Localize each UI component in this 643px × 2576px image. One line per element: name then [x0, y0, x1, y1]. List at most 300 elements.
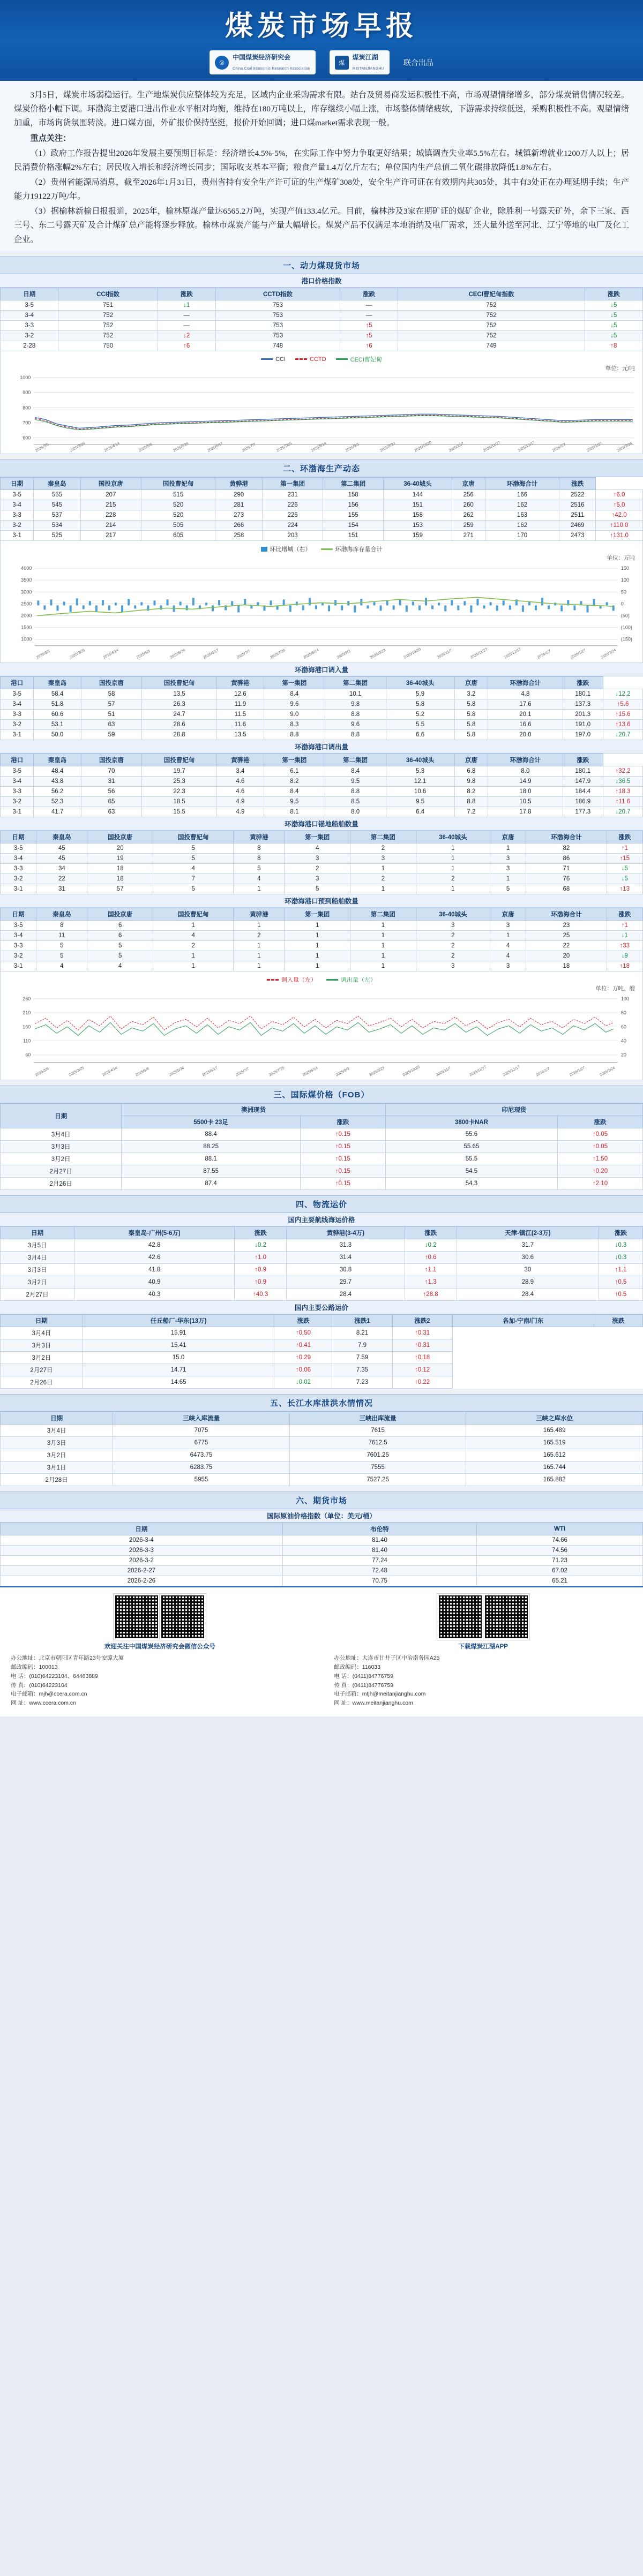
svg-text:100: 100	[620, 996, 629, 1002]
cell: 3-5	[1, 300, 58, 310]
footer-line: 邮政编码：116033	[334, 1664, 380, 1671]
section-1-title: 一、动力煤现货市场	[0, 257, 643, 274]
cell: 8.4	[325, 766, 386, 777]
svg-text:2025/9/23: 2025/9/23	[369, 1066, 385, 1078]
table-header-row	[1, 478, 643, 490]
svg-text:2025/7/7: 2025/7/7	[236, 650, 251, 660]
table-row	[1, 1289, 643, 1301]
cell: 30	[457, 1264, 599, 1276]
cell: 217	[80, 531, 141, 541]
cell: 18	[87, 864, 153, 874]
cell: 28.6	[142, 720, 216, 730]
th: 环渤海合计	[526, 908, 607, 921]
cell: 1	[350, 931, 416, 941]
th: 国投曹妃甸	[153, 908, 234, 921]
table-header-row	[1, 1412, 643, 1425]
cell: 1	[490, 874, 526, 884]
th: 36-40城头	[416, 908, 490, 921]
th: 国投京唐	[80, 478, 141, 490]
svg-text:2025/11/7: 2025/11/7	[435, 1066, 452, 1078]
th: 黄骅港	[216, 677, 264, 689]
th-ceci-chg: 涨跌	[585, 288, 642, 300]
cell: 8.2	[454, 787, 488, 797]
svg-text:60: 60	[25, 1052, 31, 1058]
cell: 4	[234, 874, 285, 884]
th: 秦皇岛	[34, 754, 81, 766]
th: 第二集团	[323, 478, 384, 490]
cell-change: ↓1	[607, 931, 642, 941]
cell: 751	[58, 300, 158, 310]
cell: 9.5	[325, 777, 386, 787]
cell: 753	[215, 330, 340, 341]
cell: 180.1	[563, 689, 603, 699]
th: 涨跌	[405, 1227, 457, 1239]
svg-text:150: 150	[620, 566, 629, 571]
cell: 3-2	[1, 797, 34, 807]
cell: 15.5	[142, 807, 216, 817]
cell-change: ↑0.05	[558, 1128, 643, 1141]
cell: 54.3	[385, 1178, 557, 1190]
cell: 273	[215, 510, 263, 521]
cell: 4	[36, 961, 87, 971]
qr-code-icon[interactable]	[114, 1594, 160, 1640]
cell-change: ↑0.22	[392, 1376, 452, 1389]
cell: 3月4日	[1, 1128, 122, 1141]
cell: 5	[87, 941, 153, 951]
cell: 74.66	[477, 1535, 643, 1546]
cell-change: ↑0.50	[274, 1327, 332, 1339]
svg-text:2025/5/28: 2025/5/28	[169, 649, 186, 660]
table-header-row	[1, 1315, 643, 1327]
keypoint-2: （2）贵州省能源局消息，截至2026年1月31日，贵州省持有安全生产许可证的生产煤矿308处，安全生产许可证在有效期内共305处，其中有3处正在办理延期手续；生产能力19122万吨/年。	[14, 178, 629, 201]
cell: 515	[141, 490, 215, 500]
cell: 54.5	[385, 1165, 557, 1178]
svg-text:2025/12/17: 2025/12/17	[502, 1065, 521, 1078]
footer-line: 电 话：(0411)84776759	[334, 1673, 393, 1679]
cell: 8	[234, 854, 285, 864]
th: 第一集团	[285, 908, 350, 921]
cell-change: ↑0.5	[599, 1276, 642, 1289]
cell-change: ↑5.0	[596, 500, 643, 510]
cell: 2516	[559, 500, 596, 510]
cell: 28.9	[457, 1276, 599, 1289]
section-4-title: 四、物流运价	[0, 1195, 643, 1213]
cell-change: ↑0.06	[274, 1364, 332, 1376]
th: 日期	[1, 908, 36, 921]
cell-change: ↑15.6	[603, 710, 642, 720]
cell: 1	[490, 843, 526, 854]
cell: 3月4日	[1, 1327, 83, 1339]
cell: 3	[285, 874, 350, 884]
cell: 151	[384, 500, 452, 510]
cell: 3-5	[1, 490, 34, 500]
cell: 4	[490, 951, 526, 961]
cell: 752	[398, 310, 585, 320]
table-row	[1, 961, 643, 971]
table-row	[1, 320, 643, 330]
cell: 8.0	[488, 766, 563, 777]
th: 京唐	[490, 831, 526, 843]
cell-change: ↑0.41	[274, 1339, 332, 1352]
cell: 1	[350, 951, 416, 961]
cell: 3	[285, 854, 350, 864]
cell: 14.65	[83, 1376, 274, 1389]
table-header-row	[1, 1227, 643, 1239]
cell: 3-5	[1, 921, 36, 931]
port-throughput-table	[0, 477, 643, 541]
footer-line: 办公地址：北京市朝阳区青年路23号安源大厦	[11, 1655, 124, 1662]
th: 第二集团	[325, 754, 386, 766]
cell-change: ↑0.9	[235, 1276, 287, 1289]
cell: 545	[34, 500, 81, 510]
cell: 1	[490, 931, 526, 941]
cell: 753	[215, 300, 340, 310]
cell: 7615	[289, 1425, 466, 1437]
cell: 81.40	[282, 1546, 476, 1556]
cell: 5.8	[386, 699, 454, 710]
cell: 8	[36, 921, 87, 931]
cell: 1	[416, 854, 490, 864]
svg-text:2026/2/24: 2026/2/24	[616, 441, 633, 453]
svg-text:2025/5/28: 2025/5/28	[173, 441, 190, 453]
cell-change: ↓20.7	[603, 807, 642, 817]
cell: 5.3	[386, 766, 454, 777]
chart2-legend	[4, 543, 639, 554]
table-row	[1, 1252, 643, 1264]
cell-change: ↓12.2	[603, 689, 642, 699]
cell: 11	[36, 931, 87, 941]
cell: 15.0	[83, 1352, 274, 1364]
cell-change: ↓5	[585, 300, 642, 310]
cell: 63	[81, 807, 142, 817]
cell-change: ↑33	[607, 941, 642, 951]
th-date: 日期	[1, 1104, 122, 1128]
cell: 9.8	[325, 699, 386, 710]
cell: 5	[234, 864, 285, 874]
page-title: 煤炭市场早报	[225, 11, 418, 42]
cell: 41.7	[34, 807, 81, 817]
cell: 26.3	[142, 699, 216, 710]
th: 黄骅港	[234, 908, 285, 921]
section-6-sub: 国际原油价格指数（单位：美元/桶）	[0, 1509, 643, 1523]
cell: 29.7	[287, 1276, 405, 1289]
cell: 5	[490, 884, 526, 894]
legend-label: CECI曹妃甸	[350, 356, 382, 363]
cell-change: ↑0.12	[392, 1364, 452, 1376]
cell-change: ↑0.31	[392, 1339, 452, 1352]
cell: 28.8	[142, 730, 216, 740]
org1-name: 中国煤炭经济研究会	[233, 54, 291, 62]
cell: 3-1	[1, 730, 34, 740]
cell: 14.9	[488, 777, 563, 787]
keypoints-title: 重点关注：	[30, 133, 71, 143]
table-row	[1, 797, 643, 807]
cell: 3月1日	[1, 1462, 113, 1474]
table-row	[1, 1178, 643, 1190]
footer-right-info	[334, 1654, 632, 1708]
cell: 5.8	[454, 710, 488, 720]
cell: 520	[141, 510, 215, 521]
cell-change: ↓5	[585, 320, 642, 330]
cell: 158	[384, 510, 452, 521]
cell: 15.91	[83, 1327, 274, 1339]
cell: 7601.25	[289, 1449, 466, 1462]
th: 环渤海合计	[488, 677, 563, 689]
cell: 752	[398, 320, 585, 330]
cell: 3月2日	[1, 1276, 74, 1289]
th-ceci: CECI曹妃甸指数	[398, 288, 585, 300]
svg-text:2025/7/25: 2025/7/25	[270, 649, 287, 660]
cell-change: ↓2	[158, 330, 215, 341]
table-group-header-row	[1, 1104, 643, 1116]
svg-text:2025/9/23: 2025/9/23	[379, 441, 397, 453]
svg-text:2025/6/17: 2025/6/17	[207, 441, 224, 453]
table-row	[1, 1576, 643, 1586]
svg-text:20: 20	[620, 1052, 626, 1058]
section-2-sub5: 环渤海港口预到船舶数量	[0, 894, 643, 908]
cell: 18	[87, 874, 153, 884]
cell: 180.1	[563, 766, 603, 777]
cell: 752	[398, 300, 585, 310]
org-ccera	[210, 50, 316, 74]
th: 第一集团	[263, 478, 323, 490]
cell: 1	[416, 843, 490, 854]
cell: 753	[215, 320, 340, 330]
cell: 3	[490, 864, 526, 874]
cell: 22	[36, 874, 87, 884]
cell: 555	[34, 490, 81, 500]
svg-text:2025/10/20: 2025/10/20	[402, 1065, 421, 1078]
table-row	[1, 1449, 643, 1462]
price-index-chart	[0, 351, 643, 455]
th-date: 日期	[1, 288, 58, 300]
cell: 40.3	[74, 1289, 235, 1301]
table-row	[1, 1556, 643, 1566]
th: 三峡出库流量	[289, 1412, 466, 1425]
cell: 72.48	[282, 1566, 476, 1576]
cell: 28.4	[287, 1289, 405, 1301]
cell: 155	[323, 510, 384, 521]
cell: 19	[87, 854, 153, 864]
cell-change: ↑0.31	[392, 1327, 452, 1339]
svg-text:2000: 2000	[21, 613, 32, 619]
table-row	[1, 310, 643, 320]
qr-code-icon[interactable]	[437, 1594, 483, 1640]
th: 36-40城头	[386, 677, 454, 689]
svg-text:2026/2/24: 2026/2/24	[599, 1066, 616, 1078]
cell: 51.8	[34, 699, 81, 710]
cell: 191.0	[563, 720, 603, 730]
cell: 153	[384, 521, 452, 531]
svg-text:2025/6/17: 2025/6/17	[201, 1066, 219, 1078]
footer-line: 办公地址：大连市甘井子区中冶南务园A25	[334, 1655, 440, 1662]
cell: 752	[58, 310, 158, 320]
cell: 147.9	[563, 777, 603, 787]
cell: 260	[452, 500, 485, 510]
table-row	[1, 941, 643, 951]
cell: 9.8	[454, 777, 488, 787]
cell: 2469	[559, 521, 596, 531]
cell: 2	[416, 941, 490, 951]
cell: 1	[350, 941, 416, 951]
cell-change: ↑0.20	[558, 1165, 643, 1178]
cell: 16.6	[488, 720, 563, 730]
svg-text:0: 0	[620, 601, 624, 607]
cell: 2	[285, 864, 350, 874]
cell: 3-3	[1, 941, 36, 951]
th: 任丘船厂-华东(13万)	[83, 1315, 274, 1327]
svg-text:2026/1/7: 2026/1/7	[535, 1067, 551, 1078]
cell: 290	[215, 490, 263, 500]
svg-text:2025/7/25: 2025/7/25	[268, 1066, 286, 1078]
cell: 2026-3-3	[1, 1546, 283, 1556]
cell-change: ↑1	[607, 843, 642, 854]
chart1-svg	[4, 372, 639, 453]
cell: 76	[526, 874, 607, 884]
table-header-row	[1, 677, 643, 689]
cell: 9.5	[386, 797, 454, 807]
th: 国投京唐	[87, 908, 153, 921]
cell-change: ↓5	[585, 330, 642, 341]
qr-code-icon[interactable]	[160, 1594, 206, 1640]
cell: 4.6	[216, 777, 264, 787]
chart3-unit: 单位：万吨、艘	[595, 985, 635, 992]
cell: 752	[398, 330, 585, 341]
table-row	[1, 1276, 643, 1289]
th: 京唐	[452, 478, 485, 490]
cell: 19.7	[142, 766, 216, 777]
cell: 3-5	[1, 766, 34, 777]
cell: 1	[285, 921, 350, 931]
th: 涨跌	[559, 478, 596, 490]
cell-change: ↑32.2	[603, 766, 642, 777]
svg-text:2025/3/25: 2025/3/25	[69, 649, 86, 660]
cell: 6.6	[386, 730, 454, 740]
cell: 4.8	[488, 689, 563, 699]
cell: 137.3	[563, 699, 603, 710]
table-row	[1, 1566, 643, 1576]
cell: 170	[485, 531, 559, 541]
cell: 3-3	[1, 787, 34, 797]
cell: 5.5	[386, 720, 454, 730]
sea-freight-table	[0, 1226, 643, 1301]
ccera-logo-icon: ◎	[215, 56, 229, 70]
cell: 3月5日	[1, 1239, 74, 1252]
road-freight-table	[0, 1314, 643, 1389]
svg-text:2025/5/8: 2025/5/8	[134, 1067, 150, 1078]
th: 国投曹妃甸	[153, 831, 234, 843]
cell-change: ↑0.15	[300, 1165, 385, 1178]
cell: 7527.25	[289, 1474, 466, 1486]
cell: 3	[416, 961, 490, 971]
chart3-legend	[4, 974, 639, 984]
cell: 8.2	[264, 777, 325, 787]
cell: 88.4	[122, 1128, 301, 1141]
cell-change: —	[340, 310, 398, 320]
cell: 5955	[113, 1474, 290, 1486]
cell: 8.4	[264, 787, 325, 797]
cell: 2026-2-26	[1, 1576, 283, 1586]
inout-volume-chart	[0, 971, 643, 1080]
qr-row-left	[11, 1594, 309, 1640]
cell: 12.6	[216, 689, 264, 699]
cell: 71.23	[477, 1556, 643, 1566]
publisher-row	[0, 50, 643, 74]
cell: 30.6	[457, 1252, 599, 1264]
cell: 18.0	[488, 787, 563, 797]
th: 日期	[1, 478, 34, 490]
svg-text:2025/8/14: 2025/8/14	[302, 1066, 319, 1078]
cell-change: ↓9	[607, 951, 642, 961]
cell: 2月27日	[1, 1289, 74, 1301]
table-row	[1, 1546, 643, 1556]
cell-change: ↓5	[585, 310, 642, 320]
th: 布伦特	[282, 1523, 476, 1535]
cell: 17.6	[488, 699, 563, 710]
th: 黄骅港(3-4万)	[287, 1227, 405, 1239]
cell: 186.9	[563, 797, 603, 807]
cell: 8.0	[325, 807, 386, 817]
th: 第一集团	[285, 831, 350, 843]
th: 国投京唐	[81, 677, 142, 689]
port-outflow-table	[0, 754, 643, 817]
th: 日期	[1, 1227, 74, 1239]
cell: 68	[526, 884, 607, 894]
table-row	[1, 1376, 643, 1389]
svg-text:2025/3/5: 2025/3/5	[35, 650, 51, 660]
cell: 3-2	[1, 521, 34, 531]
cell: 2	[350, 874, 416, 884]
table-row	[1, 490, 643, 500]
cell: 2	[350, 843, 416, 854]
cell-change: ↑1	[607, 921, 642, 931]
cell-change: ↑0.5	[599, 1289, 642, 1301]
legend-label: CCTD	[310, 356, 326, 363]
svg-text:1000: 1000	[20, 374, 31, 380]
cell: 65.21	[477, 1576, 643, 1586]
cell: 58	[81, 689, 142, 699]
cell: 752	[58, 330, 158, 341]
th: 京唐	[490, 908, 526, 921]
cell: 2月27日	[1, 1364, 83, 1376]
th: 黄骅港	[215, 478, 263, 490]
cell: 256	[452, 490, 485, 500]
svg-text:2025/3/25: 2025/3/25	[68, 1066, 85, 1078]
international-price-table	[0, 1103, 643, 1190]
section-2-sub3: 环渤海港口调出量	[0, 740, 643, 754]
section-2-title: 二、环渤海生产动态	[0, 460, 643, 477]
cell: 505	[141, 521, 215, 531]
cell: 11.6	[216, 720, 264, 730]
cell-change: ↓0.02	[274, 1376, 332, 1389]
th: 黄骅港	[234, 831, 285, 843]
qr-code-icon[interactable]	[483, 1594, 529, 1640]
svg-text:2025/12/17: 2025/12/17	[517, 440, 536, 453]
th: 环渤海合计	[485, 478, 559, 490]
cell: 8.8	[454, 797, 488, 807]
cell: 3月3日	[1, 1264, 74, 1276]
cell-change: ↑0.18	[392, 1352, 452, 1364]
chart2-svg	[4, 562, 639, 661]
legend-label: 调入量（左）	[281, 977, 317, 984]
th: 日期	[1, 1412, 113, 1425]
cell: 9.5	[264, 797, 325, 807]
cell: 3-2	[1, 720, 34, 730]
cell: 4.9	[216, 807, 264, 817]
th: 第二集团	[350, 908, 416, 921]
cell: 8.8	[264, 730, 325, 740]
cell-change: ↓5	[607, 874, 642, 884]
